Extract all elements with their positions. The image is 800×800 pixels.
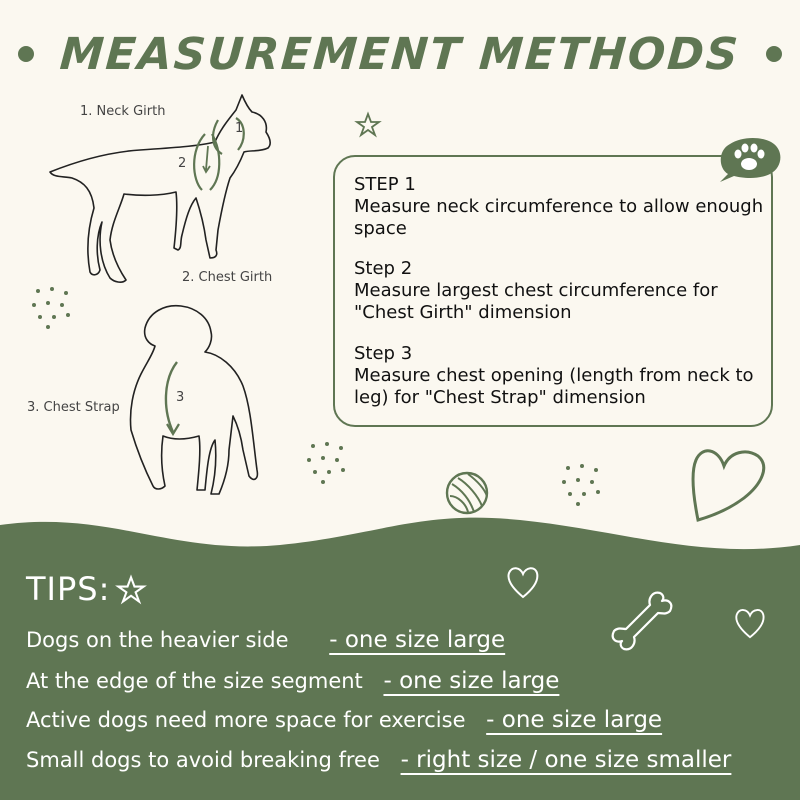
marker-2: 2 bbox=[178, 156, 187, 171]
title-row bbox=[0, 22, 800, 86]
step-1 bbox=[354, 174, 764, 240]
step-2 bbox=[354, 258, 764, 324]
tip-4-text: Small dogs to avoid breaking free bbox=[26, 748, 380, 772]
tip-row-3 bbox=[26, 707, 662, 733]
tip-1-text: Dogs on the heavier side bbox=[26, 628, 289, 652]
tip-2-advice: - one size large bbox=[383, 668, 560, 694]
dots-icon bbox=[30, 285, 74, 329]
tip-row-1 bbox=[26, 627, 505, 653]
tip-1-advice: - one size large bbox=[329, 627, 506, 653]
step-2-text: Measure largest chest circumference for "Chest Girth" dimension bbox=[354, 280, 718, 323]
heart-icon bbox=[733, 606, 767, 640]
dog-side-illustration bbox=[40, 90, 280, 290]
label-chest-strap: 3. Chest Strap bbox=[27, 400, 120, 415]
step-3-title: Step 3 bbox=[354, 343, 413, 364]
tips-label: TIPS: bbox=[26, 570, 111, 608]
dots-icon bbox=[305, 440, 349, 484]
step-3-text: Measure chest opening (length from neck to leg) for "Chest Strap" dimension bbox=[354, 365, 754, 408]
bone-icon bbox=[606, 585, 678, 657]
step-1-title: STEP 1 bbox=[354, 174, 416, 195]
yarn-ball-icon bbox=[444, 470, 490, 516]
star-icon bbox=[355, 112, 381, 138]
tip-2-text: At the edge of the size segment bbox=[26, 669, 363, 693]
tip-3-text: Active dogs need more space for exercise bbox=[26, 708, 466, 732]
page-title: MEASUREMENT METHODS bbox=[58, 28, 742, 80]
star-icon bbox=[116, 575, 146, 605]
label-chest-girth: 2. Chest Girth bbox=[182, 270, 273, 285]
heart-icon bbox=[688, 440, 770, 524]
tip-3-advice: - one size large bbox=[486, 707, 663, 733]
tip-row-2 bbox=[26, 668, 559, 694]
label-neck-girth: 1. Neck Girth bbox=[80, 104, 166, 119]
marker-1: 1 bbox=[235, 121, 244, 136]
step-1-text: Measure neck circumference to allow enough space bbox=[354, 196, 764, 239]
step-2-title: Step 2 bbox=[354, 258, 413, 279]
marker-3: 3 bbox=[176, 390, 185, 405]
dots-icon bbox=[560, 462, 604, 506]
title-dot-right bbox=[766, 46, 782, 62]
tip-4-advice: - right size / one size smaller bbox=[400, 747, 732, 773]
step-3 bbox=[354, 343, 764, 409]
dog-front-illustration bbox=[125, 300, 265, 500]
heart-icon bbox=[505, 565, 541, 599]
tip-row-4 bbox=[26, 747, 731, 773]
title-dot-left bbox=[18, 46, 34, 62]
